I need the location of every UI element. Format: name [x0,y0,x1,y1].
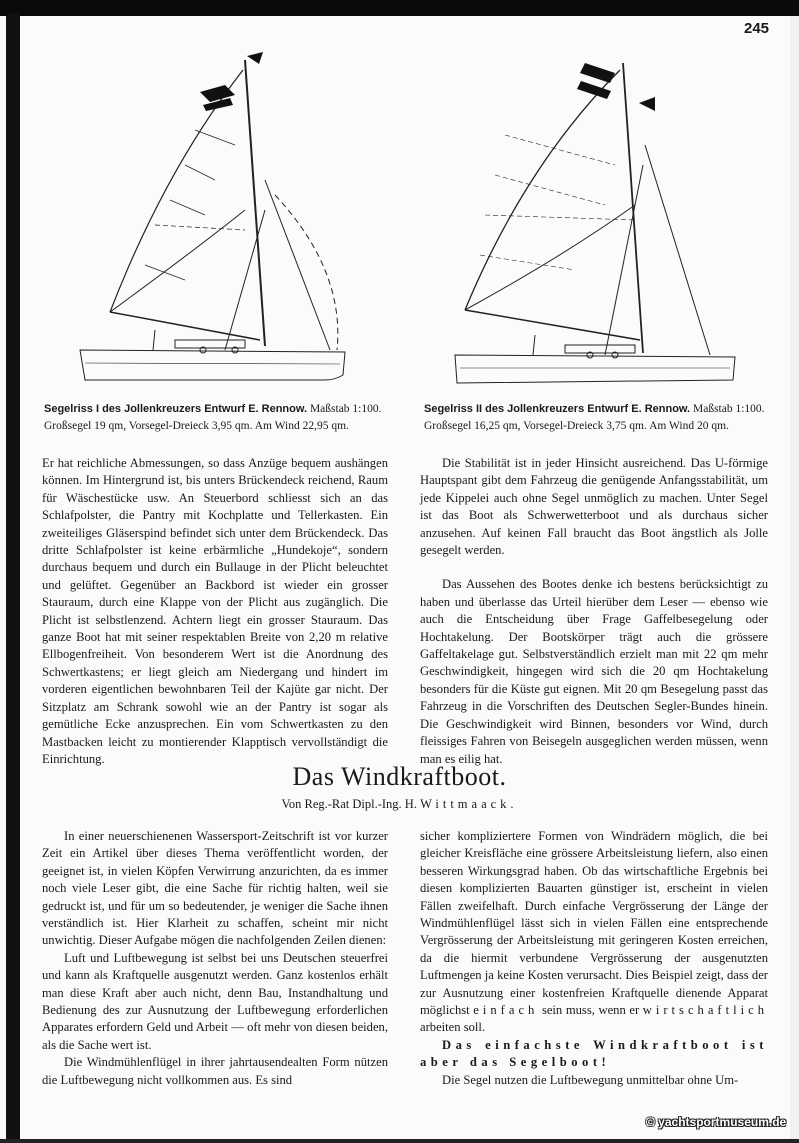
figure-2-caption-details: Großsegel 16,25 qm, Vorsegel-Dreieck 3,75 qm. Am Wind 20 qm. [424,420,729,432]
hull-outline [80,350,345,380]
article-byline [0,797,799,812]
upper-right-column [420,455,768,768]
hull-outline [455,355,735,383]
paragraph: Die Stabilität ist in jeder Hinsicht ausreichend. Das U-förmige Hauptspant gibt dem Fahrzeug die genügende Anfangsstabilität, um jede Kippelei auch ohne Segel unmöglich zu machen. Unter Segel ist das Boot als Schwerwetterboot und als durchaus sicher anzusehen. Auf keinen Fall braucht das Boot ängstlich als Jolle gesegelt werden. [420,456,768,558]
scan-bottom-border [0,1139,799,1143]
page-number: 245 [744,20,770,37]
emphasis-wirtschaftlich: wirtschaftlich [642,1003,768,1018]
figure-2-caption [424,401,794,435]
copyright-watermark: © yachtsportmuseum.de [646,1115,787,1129]
byline-prefix: Von Reg.-Rat Dipl.-Ing. H. [281,797,417,811]
article-left-column [42,828,388,1089]
article-title: Das Windkraftboot. [292,762,507,791]
figure-1-caption-details: Großsegel 19 qm, Vorsegel-Dreieck 3,95 qm. Am Wind 22,95 qm. [44,420,349,432]
text-run: arbeiten soll. [420,1020,486,1035]
boom [465,310,640,340]
paragraph [420,828,768,1037]
emphasis-paragraph: Das einfachste Windkraftboot ist aber das Segelboot! [420,1037,768,1070]
paragraph: Die Windmühlenflügel in ihrer jahrtausendealten Form nützen die Luftbewegung nicht vollkommen aus. Es sind [42,1055,388,1087]
text-run: sein muss, wenn er [538,1003,643,1018]
figure-2-caption-title: Segelriss II des Jollenkreuzers Entwurf E. Rennow. [424,403,691,415]
mainsail-leech [465,70,620,310]
masthead-pennant [247,52,263,64]
scan-right-edge [790,16,799,1143]
sail-plan-drawing-1 [75,50,355,390]
figure-1-caption-title: Segelriss I des Jollenkreuzers Entwurf E. Rennow. [44,403,308,415]
mast [623,63,643,353]
scan-left-border [6,14,20,1143]
boom [110,312,260,340]
paragraph: Das Aussehen des Bootes denke ich bestens berücksichtigt zu haben und überlasse das Urteil hierüber dem Leser — ebenso wie auch die Entscheidung über Frage Gaffelbesegelung oder Hochtakelung. Der Bootskörper trägt auch die grössere Gaffeltakelage gut. Selbstverständlich erzielt man mit 22 qm mehr Geschwindigkeit, hingegen wird sich die 20 qm Hochtakelung besonders für die Küste gut eignen. Mit 20 qm Besegelung passt das Fahrzeug in die Vorschriften des Deutschen Segler-Bundes hinein. Die Geschwindigkeit wird Binnen, besonders vor Wind, durch fleissiges Fahren von Beisegeln ausgeglichen werden müssen, wenn man es eilig hat. [420,577,768,766]
sail-plan-drawing-2 [445,55,745,390]
figure-1-caption-scale: Maßstab 1:100. [307,403,382,415]
scan-top-border [0,0,799,16]
figure-2-caption-scale: Maßstab 1:100. [690,403,765,415]
figure-1-caption [44,401,414,435]
paragraph: In einer neuerschienenen Wassersport-Zeitschrift ist vor kurzer Zeit ein Artikel über dieses Thema veröffentlicht worden, der geeignet ist, in vielen Köpfen Verwirrung anzurichten, da es immer noch viele Leser gibt, die eine Sache für richtig halten, weil sie gedruckt ist, und für um so bedeutender, je weniger die Sache ihnen verständlich ist. Hier Klarheit zu schaffen, scheint mir nicht unwichtig. Dieser Aufgabe mögen die nachfolgenden Zeilen dienen: [42,829,388,948]
text-run: sicher kompliziertere Formen von Windrädern möglich, die bei gleicher Kreisfläche eine grössere Arbeitsleistung liefern, also einen besseren Wirkungsgrad haben. Ob das wirtschaftliche Ergebnis bei diesen komplizierten Bauarten günstiger ist, erscheint in vielen Fällen zweifelhaft. Durch einfache Vergrösserung der Länge der Windmühlenflügel lässt sich in vielen Fällen eine entsprechende Vergrösserung der Arbeitsleistung mit geringeren Kosten erreichen, da die hiermit verbundene Vergrösserung der ausgenutzten Luftmengen ja keine Kosten verursacht. Dies Beispiel zeigt, dass der zur Ausnutzung einer kostenfreien Kraftquelle dienende Apparat möglichst [420,829,768,1018]
paragraph: Die Segel nutzen die Luftbewegung unmittelbar ohne Um- [442,1072,739,1087]
emphasis-einfach: einfach [473,1003,539,1018]
article-right-column [420,828,768,1089]
paragraph: Er hat reichliche Abmessungen, so dass Anzüge bequem aushängen können. Im Hintergrund ist, bis unters Brückendeck reichend, Raum für Wäschestücke usw. An Steuerbord schliesst sich an das Schlafpolster, die Pantry mit Kochplatte und Tellerkasten. Ein zweiteiliges Gläserspind befindet sich unter dem Brückendeck. Das dritte Schlafpolster ist keine erbärmliche „Hundekoje“, sondern durchaus bequem und durch ein Bullauge in der Plicht beleuchtet und gelüftet. Gegenüber an Backbord ist wieder ein grosser Stauraum, durch eine Klappe von der Plicht aus zugänglich. Die Plicht ist selbstlenzend. Achtern liegt ein grosser Stauraum. Das ganze Boot hat mit seiner respektablen Breite von 2,20 m relative Ellbogenfreiheit. Von besonderem Wert ist die Anordnung des Schwertkastens; er liegt gleich am Niedergang und hindert im vorderen eigentlichen bewohnbaren Teil der Kajüte gar nicht. Der Sitzplatz am Schrank sowohl wie an der Pantry ist sogar als gemütliche Ecke anzusprechen. Ein vom Schwertkasten zu den Mastbacken leicht zu montierender Klapptisch vervollständigt die Einrichtung. [42,456,388,766]
upper-left-column [42,455,388,768]
byline-author: Wittmaack. [420,797,518,811]
paragraph: Luft und Luftbewegung ist selbst bei uns Deutschen steuerfrei und kann als Kraftquelle ausgenutzt werden. Ganz kostenlos erhält man diese Kraft aber auch nicht, denn Bau, Instandhaltung und Bedienung des zur Ausnutzung der Luftbewegung erforderlichen Apparates erfordern Geld und Arbeit — oft mehr von diesen beiden, als die Sache wert ist. [42,950,388,1052]
masthead-pennant [639,97,655,111]
mast [245,60,265,346]
flag [580,63,615,83]
